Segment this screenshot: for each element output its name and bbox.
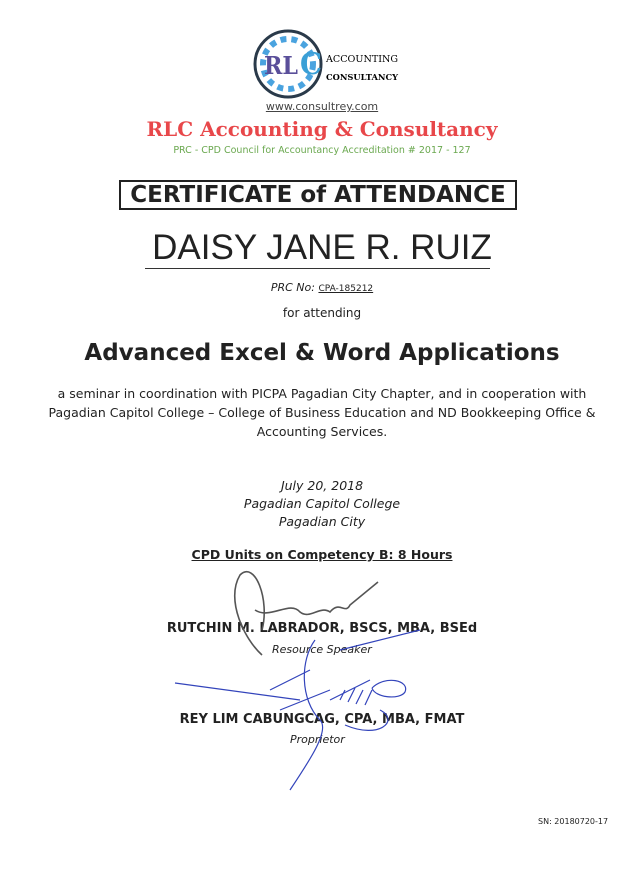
signatory-role: Resource Speaker bbox=[272, 643, 372, 656]
rlc-logo bbox=[252, 28, 402, 100]
event-city: Pagadian City bbox=[278, 514, 366, 529]
prc-number-line bbox=[0, 282, 644, 295]
svg-text:CONSULTANCY: CONSULTANCY bbox=[326, 72, 399, 82]
recipient-name: DAISY JANE R. RUIZ bbox=[152, 228, 492, 267]
event-venue: Pagadian Capitol College bbox=[243, 496, 401, 511]
prc-number: CPA-185212 bbox=[318, 284, 374, 294]
accreditation-text: PRC - CPD Council for Accountancy Accreditation # 2017 - 127 bbox=[173, 145, 471, 156]
brand-name: RLC Accounting & Consultancy bbox=[146, 117, 498, 141]
signatory-name: RUTCHIN M. LABRADOR, BSCS, MBA, BSEd bbox=[166, 621, 478, 636]
seminar-description: a seminar in coordination with PICPA Pagadian City Chapter, and in cooperation with Pagadian Capitol College – College of Business Education and ND Bookkeeping Office & Accounting Services. bbox=[48, 386, 596, 439]
certificate-title: CERTIFICATE of ATTENDANCE bbox=[119, 180, 517, 210]
website-link[interactable]: www.consultrey.com bbox=[265, 100, 379, 113]
seminar-title: Advanced Excel & Word Applications bbox=[84, 340, 560, 366]
event-date: July 20, 2018 bbox=[280, 478, 364, 493]
name-underline bbox=[145, 268, 490, 269]
signatory-name: REY LIM CABUNGCAG, CPA, MBA, FMAT bbox=[179, 712, 465, 727]
svg-text:RL: RL bbox=[264, 51, 299, 80]
for-attending: for attending bbox=[282, 306, 362, 320]
svg-text:ACCOUNTING: ACCOUNTING bbox=[324, 55, 398, 65]
prc-label: PRC No: bbox=[270, 281, 315, 294]
cpd-units: CPD Units on Competency B: 8 Hours bbox=[191, 547, 453, 562]
serial-number: SN: 20180720-17 bbox=[538, 817, 609, 826]
signatory-role: Proprietor bbox=[290, 733, 345, 746]
event-details bbox=[0, 477, 644, 531]
svg-text:C: C bbox=[300, 47, 322, 82]
